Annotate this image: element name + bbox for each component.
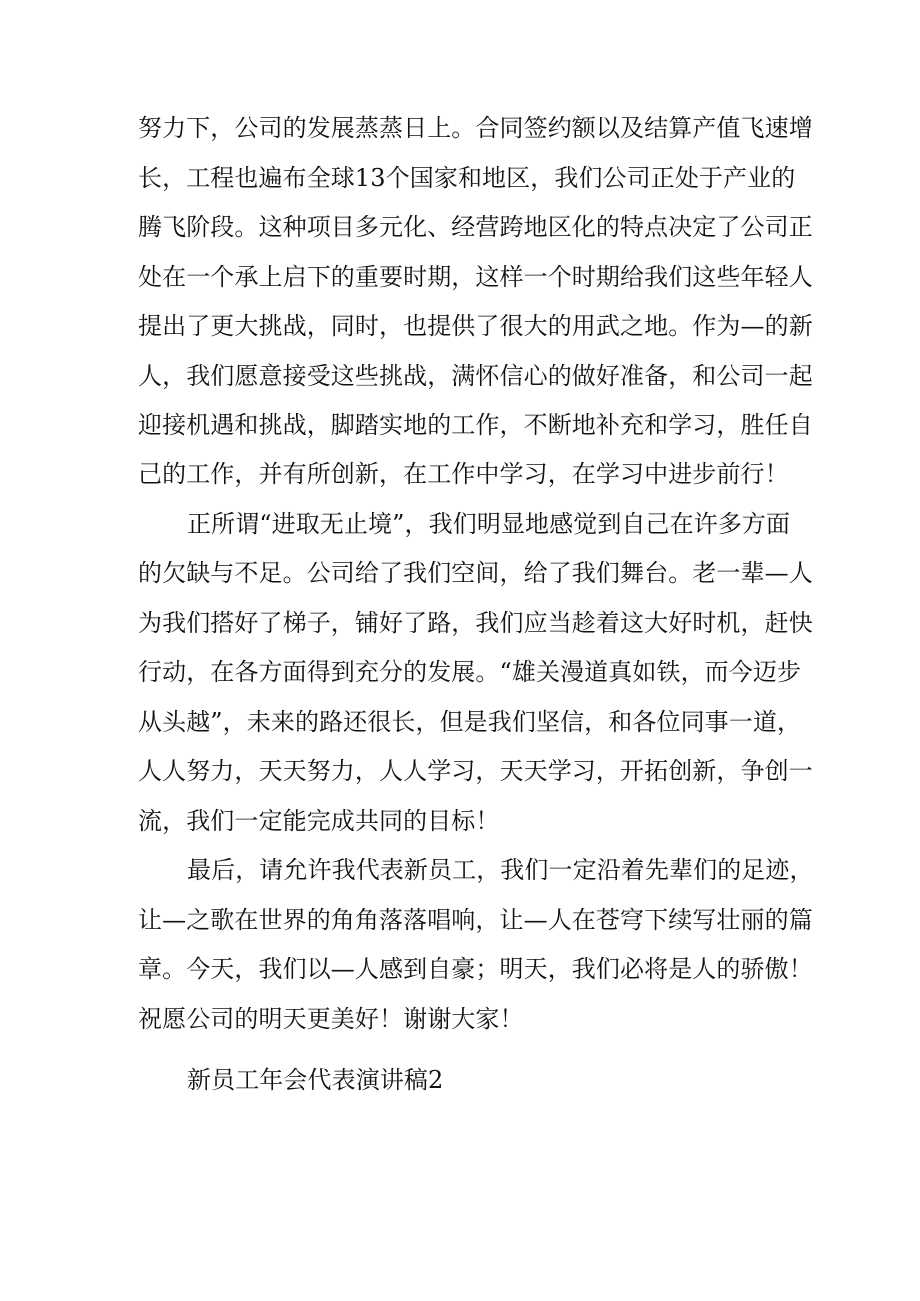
paragraph-line: 最后，请允许我代表新员工，我们一定沿着先辈们的足迹，: [187, 856, 814, 884]
paragraph-line: 章。今天，我们以—人感到自豪；明天，我们必将是人的骄傲！: [138, 955, 813, 983]
paragraph-line: 让—之歌在世界的角角落落唱响，让—人在苍穹下续写壮丽的篇: [138, 906, 813, 934]
paragraph-line: 己的工作，并有所创新，在工作中学习，在学习中进步前行！: [138, 460, 789, 488]
paragraph-line: 长，工程也遍布全球13个国家和地区，我们公司正处于产业的: [138, 164, 796, 192]
heading-line: 新员工年会代表演讲稿2: [187, 1066, 444, 1094]
paragraph-line: 行动，在各方面得到充分的发展。“雄关漫道真如铁，而今迈步: [138, 658, 802, 686]
paragraph-line: 祝愿公司的明天更美好！谢谢大家！: [138, 1005, 524, 1033]
paragraph-line: 流，我们一定能完成共同的目标！: [138, 807, 500, 835]
paragraph-line: 为我们搭好了梯子，铺好了路，我们应当趁着这大好时机，赶快: [138, 609, 813, 637]
paragraph-line: 人，我们愿意接受这些挑战，满怀信心的做好准备，和公司一起: [138, 362, 813, 390]
paragraph-line: 处在一个承上启下的重要时期，这样一个时期给我们这些年轻人: [138, 263, 813, 291]
paragraph-line: 从头越”，未来的路还很长，但是我们坚信，和各位同事一道，: [138, 708, 802, 736]
paragraph-line: 的欠缺与不足。公司给了我们空间，给了我们舞台。老一辈—人: [138, 559, 813, 587]
paragraph-line: 迎接机遇和挑战，脚踏实地的工作，不断地补充和学习，胜任自: [138, 411, 813, 439]
paragraph-line: 人人努力，天天努力，人人学习，天天学习，开拓创新，争创一: [138, 757, 813, 785]
paragraph-line: 提出了更大挑战，同时，也提供了很大的用武之地。作为—的新: [138, 312, 813, 340]
paragraph-line: 正所谓“进取无止境”，我们明显地感觉到自己在许多方面: [187, 510, 791, 538]
paragraph-line: 努力下，公司的发展蒸蒸日上。合同签约额以及结算产值飞速增: [138, 114, 813, 142]
paragraph-line: 腾飞阶段。这种项目多元化、经营跨地区化的特点决定了公司正: [138, 213, 813, 241]
